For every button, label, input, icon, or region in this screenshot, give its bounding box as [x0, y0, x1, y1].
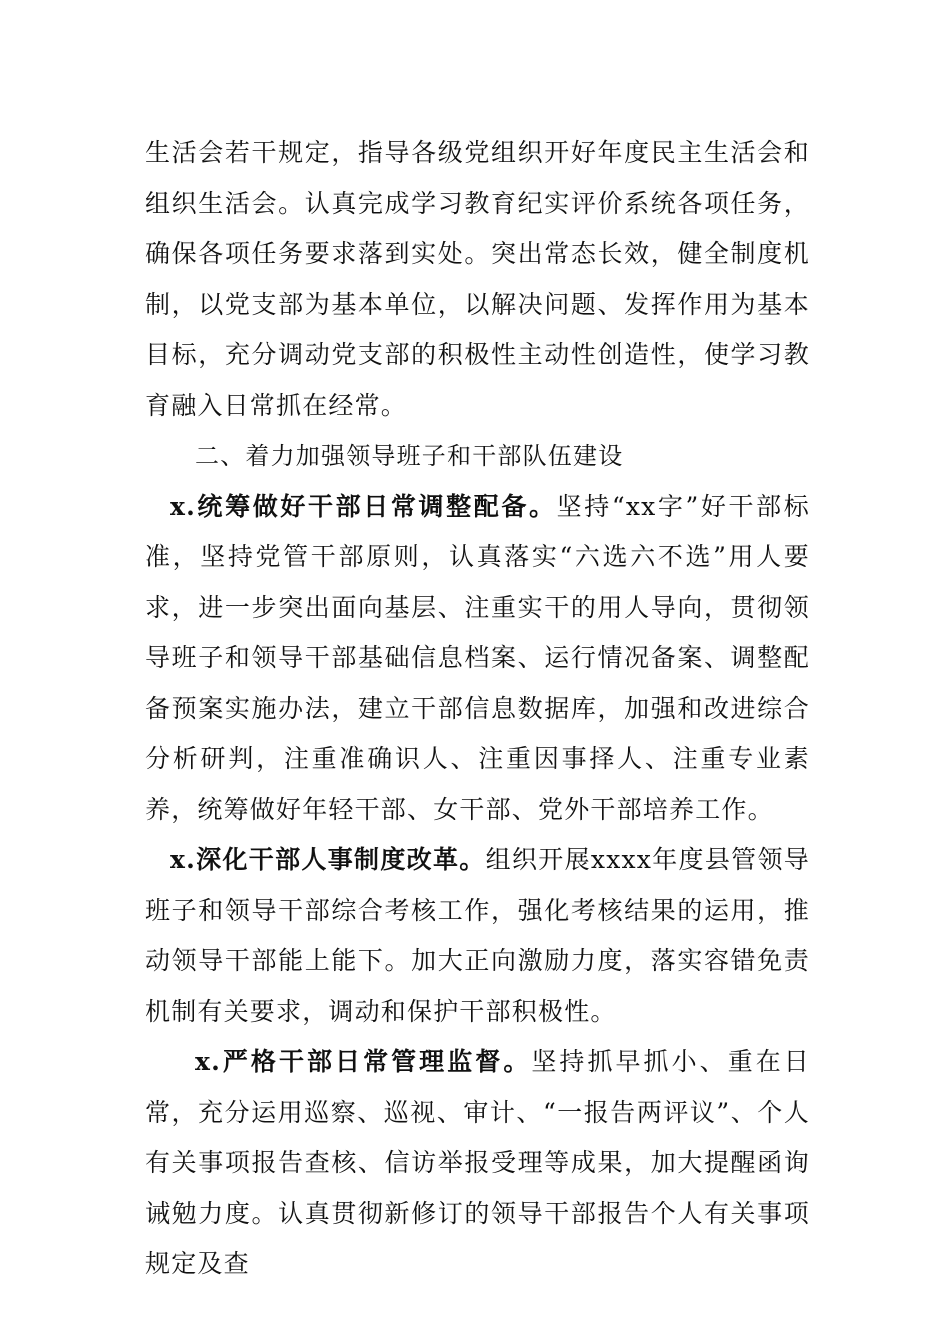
item-3-body: 坚持抓早抓小、重在日常，充分运用巡察、巡视、审计、“一报告两评议”、个人有关事项报告查核、信访举报受理等成果，加大提醒函询诫勉力度。认真贯彻新修订的领导干部报告个人有关事项规定及查	[145, 1047, 810, 1278]
document-body	[145, 128, 810, 1290]
item-2-paragraph	[145, 835, 810, 1037]
intro-paragraph: 生活会若干规定，指导各级党组织开好年度民主生活会和组织生活会。认真完成学习教育纪实评价系统各项任务，确保各项任务要求落到实处。突出常态长效，健全制度机制，以党支部为基本单位，以解决问题、发挥作用为基本目标，充分调动党支部的积极性主动性创造性，使学习教育融入日常抓在经常。	[145, 138, 810, 420]
item-1-title: x.统筹做好干部日常调整配备。	[170, 491, 557, 521]
item-1-paragraph	[145, 482, 810, 836]
item-3-paragraph	[145, 1037, 810, 1290]
item-2-title: x.深化干部人事制度改革。	[170, 845, 486, 874]
item-2-body: 组织开展xxxx年度县管领导班子和领导干部综合考核工作，强化考核结果的运用，推动领导干部能上能下。加大正向激励力度，落实容错免责机制有关要求，调动和保护干部积极性。	[145, 845, 810, 1026]
section-heading: 二、着力加强领导班子和干部队伍建设	[195, 442, 624, 470]
item-1-body: 坚持“xx字”好干部标准，坚持党管干部原则，认真落实“六选六不选”用人要求，进一步突出面向基层、注重实干的用人导向，贯彻领导班子和领导干部基础信息档案、运行情况备案、调整配备预案实施办法，建立干部信息数据库，加强和改进综合分析研判，注重准确识人、注重因事择人、注重专业素养，统筹做好年轻干部、女干部、党外干部培养工作。	[145, 491, 810, 824]
item-3-title: x.严格干部日常管理监督。	[195, 1047, 532, 1076]
